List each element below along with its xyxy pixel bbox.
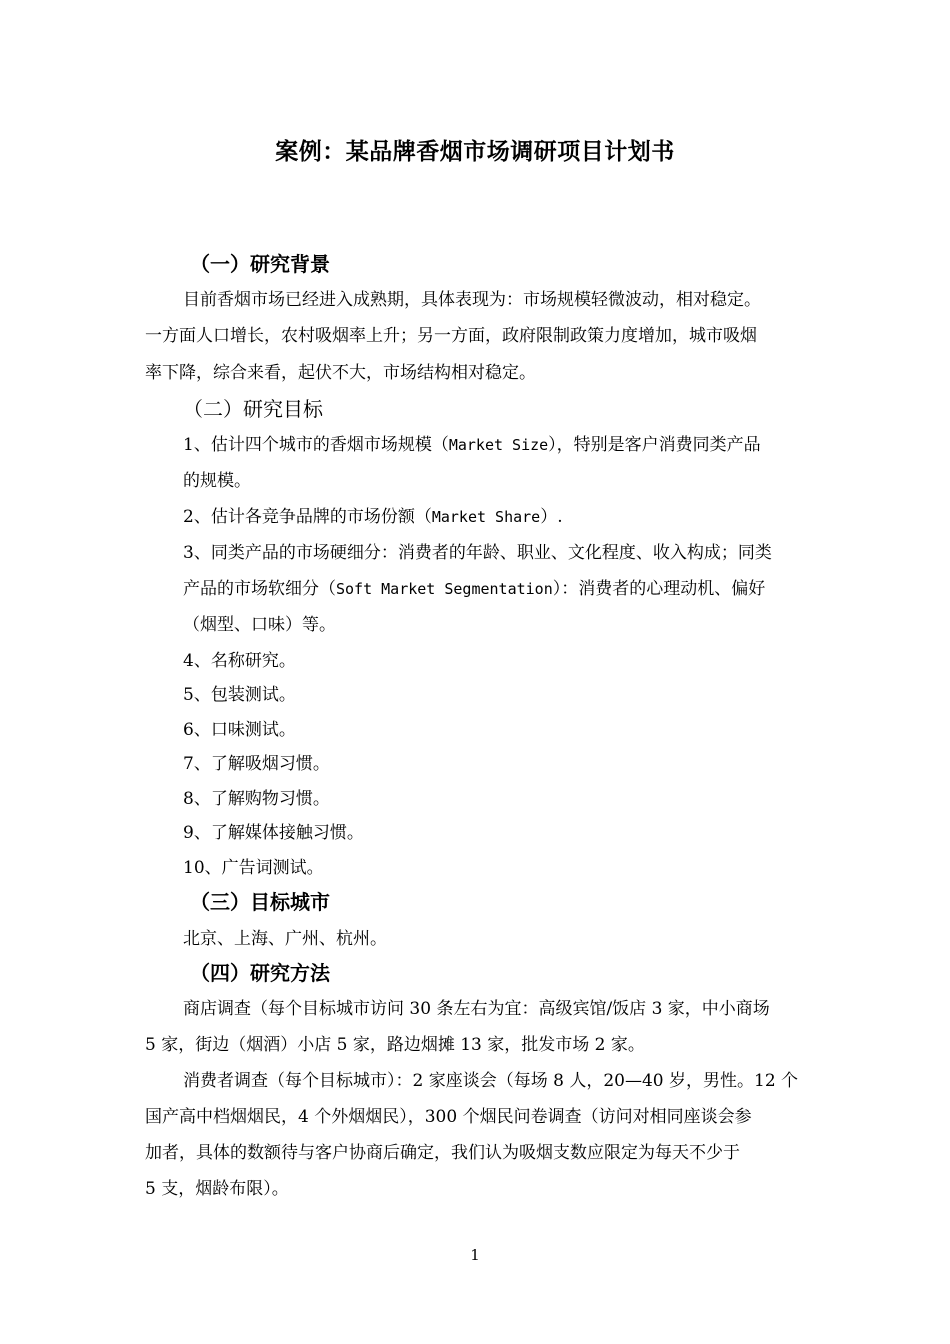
section-heading-objectives: （二）研究目标 [183, 397, 323, 421]
objective-item-10: 10、广告词测试。 [183, 858, 324, 878]
objective-text: ）：消费者的心理动机、偏好 [552, 579, 766, 599]
objective-item-3-cont [183, 577, 765, 601]
objective-item-5: 5、包装测试。 [183, 685, 296, 705]
objective-text: ），特别是客户消费同类产品 [548, 435, 761, 455]
objective-item-1 [183, 433, 761, 457]
objective-text: 产品的市场软细分（ [183, 579, 336, 599]
paragraph-line: 率下降，综合来看，起伏不大，市场结构相对稳定。 [145, 363, 536, 383]
objective-item-4: 4、名称研究。 [183, 651, 296, 671]
objective-text: 2、估计各竞争品牌的市场份额（ [183, 507, 432, 527]
objective-item-3: 3、同类产品的市场硬细分：消费者的年龄、职业、文化程度、收入构成；同类 [183, 543, 772, 563]
objective-text: ）. [540, 507, 563, 527]
objective-item-9: 9、了解媒体接触习惯。 [183, 823, 364, 843]
objective-term: Market Share [431, 508, 541, 526]
paragraph-line: 5 支，烟龄布限）。 [145, 1179, 289, 1199]
objective-item-3-cont: （烟型、口味）等。 [183, 615, 336, 635]
objective-item-2 [183, 505, 563, 529]
document-title: 案例：某品牌香烟市场调研项目计划书 [275, 139, 675, 165]
paragraph-line: 国产高中档烟烟民，4 个外烟烟民），300 个烟民问卷调查（访问对相同座谈会参 [145, 1107, 752, 1127]
paragraph-line: 消费者调查（每个目标城市）：2 家座谈会（每场 8 人，20—40 岁，男性。12 个 [183, 1071, 799, 1091]
objective-item-8: 8、了解购物习惯。 [183, 789, 330, 809]
paragraph-line: 一方面人口增长，农村吸烟率上升；另一方面，政府限制政策力度增加，城市吸烟 [145, 326, 757, 346]
paragraph-line: 目前香烟市场已经进入成熟期，具体表现为：市场规模轻微波动，相对稳定。 [183, 290, 761, 310]
objective-item-1-cont: 的规模。 [183, 471, 251, 491]
objective-term: Soft Market Segmentation [336, 580, 553, 598]
section-heading-cities: （三）目标城市 [190, 890, 330, 914]
paragraph-line: 5 家，街边（烟酒）小店 5 家，路边烟摊 13 家，批发市场 2 家。 [145, 1035, 645, 1055]
paragraph-line: 加者，具体的数额待与客户协商后确定，我们认为吸烟支数应限定为每天不少于 [145, 1143, 740, 1163]
objective-term: Market Size [448, 436, 549, 454]
objective-item-7: 7、了解吸烟习惯。 [183, 754, 330, 774]
objective-text: 1、估计四个城市的香烟市场规模（ [183, 435, 449, 455]
paragraph-line: 商店调查（每个目标城市访问 30 条左右为宜：高级宾馆/饭店 3 家，中小商场 [183, 999, 770, 1019]
section-heading-methods: （四）研究方法 [190, 961, 330, 985]
section-heading-background: （一）研究背景 [190, 252, 330, 276]
cities-text: 北京、上海、广州、杭州。 [183, 929, 387, 949]
page-number: 1 [470, 1246, 480, 1264]
objective-item-6: 6、口味测试。 [183, 720, 296, 740]
